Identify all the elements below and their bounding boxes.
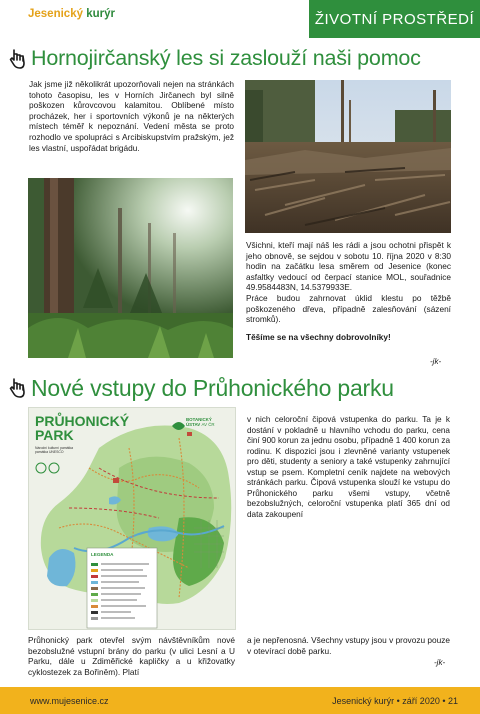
article1-title: Hornojirčanský les si zaslouží naši pomoc [31,46,421,70]
map-institute-logo: BOTANICKÝ ÚSTAV AV ČR [186,417,215,427]
article2-bottom-text: a je nepřenosná. Všechny vstupy jsou v provozu pouze v otevírací době parku. [247,635,450,656]
masthead [28,8,115,20]
forest-sunlight-photo [28,178,233,358]
article2-title: Nové vstupy do Průhonického parku [31,375,394,401]
article1-intro: Jak jsme již několikrát upozorňovali nejen na stránkách tohoto časopisu, les v Horních Jirčanech byl silně poškozen kůrovcovou kalamitou. Oblíbené místo procházek, her i sportovních výkonů je na některých místech téměř k nepoznání. Vedení města se proto rozhodlo ve spolupráci s Arcibiskupstvím pražským, jež les vlastní, uspořádat brigádu. [29,79,234,153]
footer-issue: Jesenický kurýr • září 2020 • 21 [332,695,458,706]
pointing-hand-icon [8,377,28,399]
article1-para3: Práce budou zahrnovat úklid klestu po těžbě poškozeného dřeva, případně zalesňování (sázení stromků). [246,292,451,325]
article2-left-text: Průhonický park otevřel svým návštěvníkům nové bezobslužné vstupní brány do parku (v ulici Lesní a U Parku, dále u Zdiměřické kapličky a u křižovatky cyklostezek za Bořiněm). Platí [28,635,235,677]
article1-signature: -jk- [430,357,442,366]
masthead-brand-part2: kurýr [86,8,115,20]
article2-right-text: v nich celoroční čipová vstupenka do parku. Ta je k dostání v pokladně u hlavního vchodu do parku, cena činí 900 korun za jednu osobu, případně 1 400 korun za rodinu. K dispozici jsou i zlevněné varianty vstupenek pro děti, studenty a seniory a také vstupenky zahrnující vstup se psem. Kompletní ceník najdete na webových stránkách parku. Čipová vstupenka slouží ke vstupu do Průhonického parku všemi vstupy, včetně bezobslužných, celoroční vstupenka platí 365 dní od data zakoupení [247,415,450,519]
article2-signature: -jk- [434,658,446,667]
article1-cta: Těšíme se na všechny dobrovolníky! [246,331,391,342]
map-title: PRŮHONICKÝ PARK [35,413,130,443]
section-tab: ŽIVOTNÍ PROSTŘEDÍ [309,0,480,38]
map-badge-text: Národní kulturní památka památka UNESCO [35,446,74,455]
masthead-brand-part1: Jesenický [28,8,83,20]
page-footer [0,687,480,714]
article1-body [246,240,451,342]
article1-para2: Všichni, kteří mají náš les rádi a jsou ochotni přispět k jeho obnově, se sejdou v sobotu 10. října 2020 v 8:30 hodin na začátku lesa směrem od Jesenice (konec asfaltky vedoucí od čerpací stanice MOL, souřadnice 49.9584483N, 14.5379933E. [246,240,451,293]
footer-website[interactable]: www.mujesenice.cz [30,695,109,706]
clearcut-forest-photo [245,80,451,233]
park-map [28,407,236,630]
pointing-hand-icon [8,48,28,70]
map-legend-title: LEGENDA [91,552,114,557]
